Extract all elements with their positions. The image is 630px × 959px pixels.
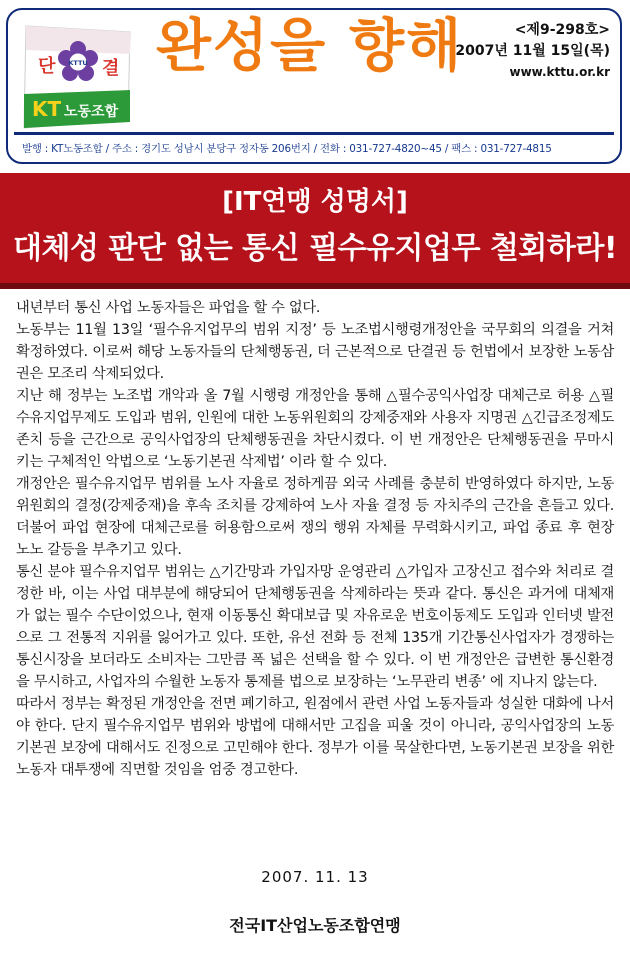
masthead [6,8,622,164]
flag-brand: KT [32,97,62,121]
paragraph-5: 통신 분야 필수유지업무 범위는 △기간망과 가입자망 운영관리 △가입자 고장신고 접수와 처리로 결정한 바, 이는 사업 대부분에 해당되어 단체행동권을 삭제하라는 뜻과 같다. 통신은 과거에 대체재가 없는 필수 수단이었으나, 현재 이동통신 확대보급 및 자유로운 번호이동제도 도입과 인터넷 발전으로 그 전통적 지위를 잃어가고 있다. 또한, 유선 전화 등 전체 135개 기간통신사업자가 경쟁하는 통신시장을 보더라도 소비자는 그만큼 폭 넓은 선택을 할 수 있다. 이 번 개정안은 급변한 통신환경을 무시하고, 사업자의 수월한 노동자 통제를 법으로 보장하는 ‘노무관리 변종’ 에 지나지 않는다. [16,564,614,690]
flag-badge: KTTU [68,59,88,67]
paragraph-4: 개정안은 필수유지업무 범위를 노사 자율로 정하게끔 외국 사례를 충분히 반영하였다 하지만, 노동위원회의 결정(강제중재)을 후속 조치를 강제하여 노사 자율 결정 등 자치주의 근간을 흔들고 있다. 더불어 파업 현장에 대체근로를 허용함으로써 쟁의 행위 자체를 무력화시키고, 파업 종료 후 현장 노노 갈등을 부추기고 있다. [16,476,614,558]
flag-union-name: 노동조합 [64,104,119,120]
paragraph-2: 노동부는 11월 13일 ‘필수유지업무의 범위 지정’ 등 노조법시행령개정안을 국무회의 의결을 거쳐 확정하였다. 이로써 해당 노동자들의 단체행동권, 더 근본적으로 단결권 등 헌법에서 보장한 노동삼권은 모조리 삭제되었다. [16,322,614,382]
article-body [16,297,614,781]
headline-banner [0,173,630,283]
flag-slogan-right: 결 [102,58,120,79]
flag-slogan-left: 단 [38,56,56,77]
masthead-divider [14,132,614,135]
newsletter-title: 완성을 향해 [156,13,464,79]
headline: 대체성 판단 없는 통신 필수유지업무 철회하라! [12,231,618,266]
issue-number: <제9-298호> [514,22,610,38]
issuing-organization: 전국IT산업노동조합연맹 [229,916,401,935]
issue-date: 2007년 11월 15일(목) [455,43,610,59]
paragraph-3: 지난 해 정부는 노조법 개악과 올 7월 시행령 개정안을 통해 △필수공익사업장 대체근로 허용 △필수유지업무제도 도입과 범위, 인원에 대한 노동위원회의 강제중재와 사용자 지명권 △긴급조정제도 존치 등을 근간으로 공익사업장의 단체행동권을 차단시켰다. 이 번 개정안은 단체행동권을 무마시키는 구체적인 악법으로 ‘노동기본권 삭제법’ 이라 할 수 있다. [16,388,614,470]
banner-shadow [0,283,630,289]
union-flag-logo [20,24,136,130]
issue-info [455,20,610,83]
statement-date: 2007. 11. 13 [261,868,369,886]
paragraph-6: 따라서 정부는 확정된 개정안을 전면 폐기하고, 원점에서 관련 사업 노동자들과 성실한 대화에 나서야 한다. 단지 필수유지업무 범위와 방법에 대해서만 고집을 피울 것이 아니라, 공익사업장의 노동기본권 보장에 대해서도 진정으로 고민해야 한다. 정부가 이를 묵살한다면, 노동기본권 보장을 위한 노동자 대투쟁에 직면할 것임을 엄중 경고한다. [16,696,614,778]
statement-label: [IT연맹 성명서] [222,187,408,217]
publisher-info: 발행 : KT노동조합 / 주소 : 경기도 성남시 분당구 정자동 206번지 / 전화 : 031-727-4820~45 / 팩스 : 031-727-4815 [22,143,552,155]
paragraph-1: 내년부터 통신 사업 노동자들은 파업을 할 수 없다. [16,300,321,316]
website-link[interactable]: www.kttu.or.kr [509,65,610,79]
